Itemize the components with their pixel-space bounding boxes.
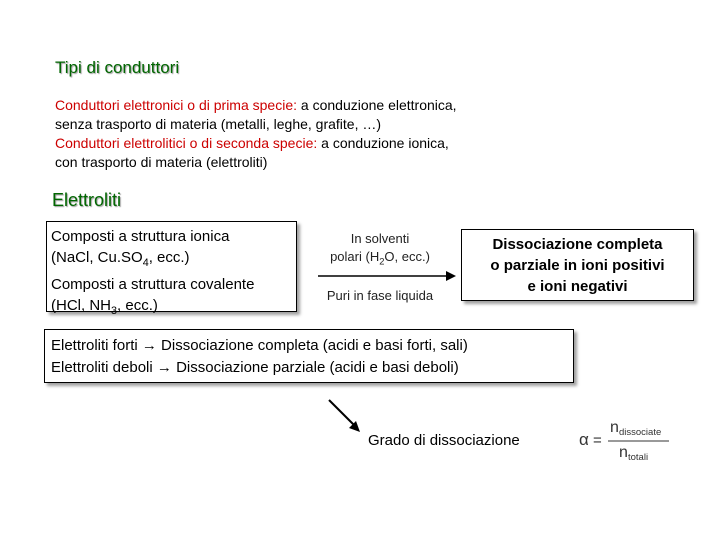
dissociation-line-1: Dissociazione completa [492, 236, 663, 253]
intro-line-2: senza trasporto di materia (metalli, leghe, grafite, …) [55, 116, 382, 132]
compounds-line-2 [51, 247, 296, 274]
solvent-line-1: In solventi [350, 231, 410, 246]
compounds-line-2-a: (NaCl, Cu.SO [51, 249, 143, 266]
strong-description: Dissociazione completa (acidi e basi forti, sali) [161, 337, 468, 354]
compounds-box [46, 221, 297, 317]
intro-line-3-red: Conduttori elettrolitici o di seconda specie: [55, 135, 318, 151]
compounds-line-2-sub: 4 [142, 257, 149, 269]
compounds-line-4-b: , ecc.) [117, 297, 158, 314]
intro-line-1-red: Conduttori elettronici o di prima specie: [55, 97, 298, 113]
intro-line-4: con trasporto di materia (elettroliti) [55, 154, 268, 170]
process-arrow-icon [318, 270, 458, 282]
intro-line-1 [55, 96, 457, 115]
compounds-line-4-a: (HCl, NH [51, 297, 111, 314]
compounds-line-4-sub: 3 [111, 305, 118, 317]
strength-box [44, 329, 574, 383]
right-arrow-icon: → [156, 359, 172, 376]
dissociation-formula [577, 416, 677, 466]
dissociation-line-2: o parziale in ioni positivi [490, 257, 665, 274]
solvent-condition [312, 230, 448, 271]
alpha-symbol: α [579, 430, 589, 449]
weak-label: Elettroliti deboli [51, 359, 153, 376]
compounds-line-1: Composti a struttura ionica [51, 228, 230, 245]
compounds-line-2-b: , ecc.) [148, 249, 190, 266]
solvent-line-2 [312, 248, 448, 271]
grado-label: Grado di dissociazione [368, 432, 520, 449]
weak-description: Dissociazione parziale (acidi e basi deboli) [176, 359, 459, 376]
denominator-n: n [619, 444, 628, 461]
intro-line-3 [55, 134, 457, 153]
liquid-condition: Puri in fase liquida [326, 288, 434, 303]
solvent-line-2-a: polari (H [330, 249, 380, 264]
numerator-subscript: dissociate [619, 427, 662, 438]
strong-label: Elettroliti forti [51, 337, 138, 354]
dissociation-line-3: e ioni negativi [527, 278, 628, 295]
strong-electrolytes [51, 335, 573, 357]
dissociation-box [461, 229, 694, 301]
compounds-line-4 [51, 295, 296, 322]
intro-text [55, 96, 457, 172]
diagonal-arrow-icon [320, 392, 370, 442]
solvent-line-2-sub: 2 [379, 256, 385, 267]
numerator-n: n [610, 419, 619, 436]
intro-line-3-black: a conduzione ionica, [317, 135, 449, 151]
weak-electrolytes [51, 357, 573, 379]
compounds-line-3: Composti a struttura covalente [51, 276, 255, 293]
right-arrow-icon: → [141, 337, 157, 354]
equals-sign: = [593, 432, 602, 449]
denominator-subscript: totali [628, 452, 649, 463]
solvent-line-2-b: O, ecc.) [384, 249, 430, 264]
section-title: Elettroliti [52, 190, 122, 210]
intro-line-1-black: a conduzione elettronica, [297, 97, 457, 113]
page-title: Tipi di conduttori [55, 58, 180, 77]
